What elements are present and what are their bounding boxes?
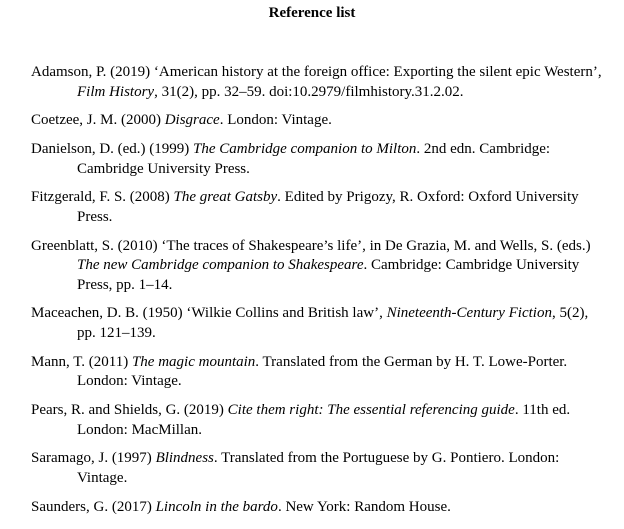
reference-source-title: Lincoln in the bardo — [155, 498, 278, 515]
reference-entry — [31, 353, 610, 392]
reference-source-title: The Cambridge companion to Milton — [193, 141, 417, 158]
reference-text: Saunders, G. (2017) — [31, 498, 156, 515]
reference-source-title: Disgrace — [164, 112, 220, 129]
reference-list — [31, 63, 610, 517]
reference-entry — [31, 498, 610, 518]
reference-text: Maceachen, D. B. (1950) ‘Wilkie Collins and British law’, — [31, 305, 387, 322]
reference-entry — [31, 111, 610, 131]
reference-text: Coetzee, J. M. (2000) — [31, 112, 165, 129]
reference-source-title: Film History — [77, 83, 155, 100]
reference-details: . Translated from the German by H. T. Lowe-Porter. London: Vintage. — [77, 353, 568, 390]
reference-source-title: The new Cambridge companion to Shakespeare — [77, 257, 364, 274]
reference-source-title: Nineteenth-Century Fiction — [386, 305, 552, 322]
reference-text: Mann, T. (2011) — [31, 353, 132, 370]
reference-text: Danielson, D. (ed.) (1999) — [31, 141, 194, 158]
reference-entry — [31, 140, 610, 179]
reference-entry — [31, 237, 610, 296]
reference-source-title: The great Gatsby — [173, 189, 278, 206]
reference-source-title: Cite them right: The essential referencing guide — [227, 402, 515, 419]
reference-details: . London: Vintage. — [219, 112, 332, 129]
reference-text: Greenblatt, S. (2010) ‘The traces of Shakespeare’s life’, in De Grazia, M. and Wells, S. (eds.) — [31, 237, 591, 254]
reference-details: . 2nd edn. Cambridge: Cambridge University Press. — [77, 141, 551, 177]
reference-entry — [31, 401, 610, 440]
reference-details: . 11th ed. London: MacMillan. — [77, 402, 571, 438]
reference-details: , 5(2), pp. 121–139. — [77, 305, 589, 341]
reference-details: . New York: Random House. — [277, 498, 451, 515]
reference-entry — [31, 449, 610, 488]
reference-details: , 31(2), pp. 32–59. doi:10.2979/filmhistory.31.2.02. — [154, 83, 464, 100]
reference-text: Fitzgerald, F. S. (2008) — [31, 189, 174, 206]
page-title: Reference list — [268, 5, 356, 21]
reference-details: . Edited by Prigozy, R. Oxford: Oxford University Press. — [77, 189, 579, 225]
reference-source-title: The magic mountain — [131, 353, 256, 370]
reference-text: Adamson, P. (2019) ‘American history at the foreign office: Exporting the silent epic Western’, — [31, 64, 602, 80]
reference-text: Saramago, J. (1997) — [31, 450, 156, 467]
reference-entry — [31, 63, 610, 102]
reference-details: . Translated from the Portuguese by G. Pontiero. London: Vintage. — [77, 450, 560, 486]
reference-entry — [31, 188, 610, 227]
reference-source-title: Blindness — [155, 450, 214, 467]
reference-details: . Cambridge: Cambridge University Press, pp. 1–14. — [77, 257, 580, 293]
reference-entry — [31, 304, 610, 343]
reference-text: Pears, R. and Shields, G. (2019) — [31, 402, 228, 419]
